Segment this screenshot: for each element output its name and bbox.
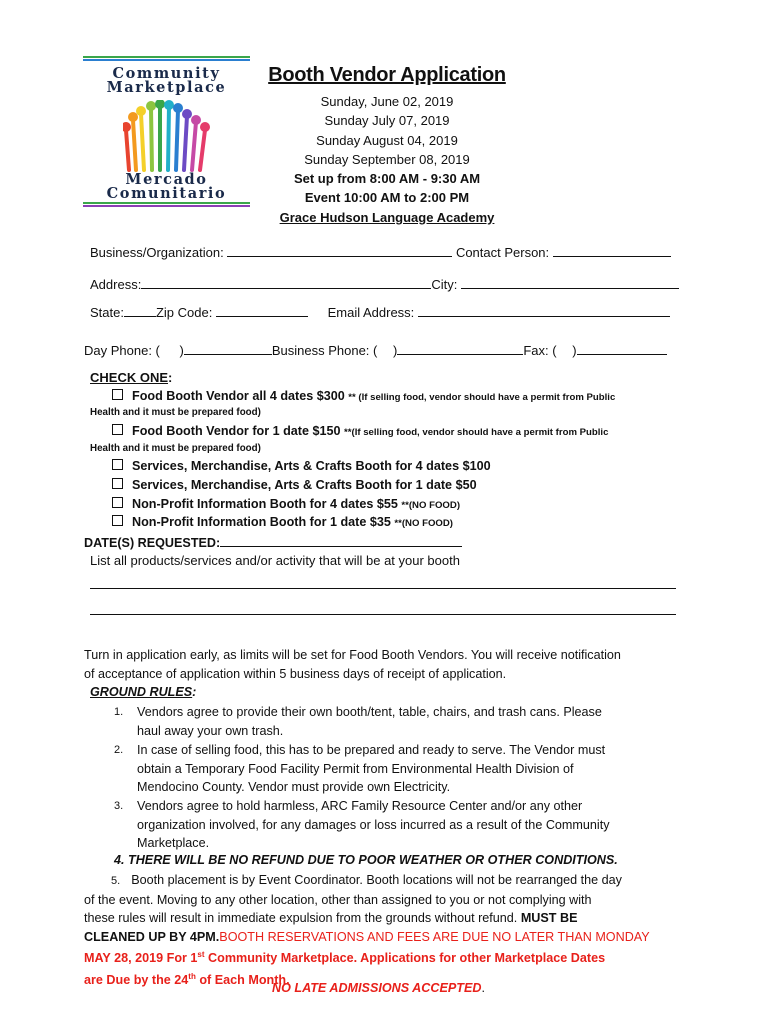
- date-4: Sunday September 08, 2019: [304, 151, 470, 167]
- products-line-1[interactable]: [90, 588, 676, 589]
- logo-bottom-bar-green: [83, 202, 250, 204]
- products-label: List all products/services and/or activity that will be at your booth: [90, 553, 460, 568]
- date-2: Sunday July 07, 2019: [324, 113, 450, 129]
- option-note: ** (If selling food, vendor should have a permit from Public: [348, 392, 616, 403]
- date-1: Sunday, June 02, 2019: [320, 94, 454, 109]
- zip-label: Zip Code:: [155, 305, 213, 320]
- rule-3: [114, 797, 707, 853]
- option-nonprofit-one-date[interactable]: [112, 515, 453, 529]
- venue: Grace Hudson Language Academy: [279, 209, 495, 225]
- final-notice: [272, 981, 485, 995]
- option-label: Non-Profit Information Booth for 4 dates $55: [132, 497, 398, 511]
- address-row: [90, 276, 679, 292]
- option-label: Food Booth Vendor for 1 date $150: [132, 424, 341, 438]
- superscript: st: [197, 950, 205, 960]
- logo-line-4: Comunitario: [106, 185, 227, 202]
- rule-text: these rules will result in immediate expulsion from the grounds without refund.: [84, 911, 518, 926]
- state-label: State:: [90, 305, 124, 320]
- superscript: th: [188, 972, 196, 982]
- fax-label: Fax: (: [523, 343, 557, 358]
- option-nonprofit-four-dates[interactable]: [112, 497, 460, 511]
- business-row: [90, 244, 671, 260]
- option-label: Non-Profit Information Booth for 1 date $35: [132, 515, 391, 529]
- email-field[interactable]: [418, 304, 670, 317]
- zip-field[interactable]: [216, 304, 308, 317]
- fax-field[interactable]: [577, 342, 667, 355]
- checkbox[interactable]: [112, 459, 123, 470]
- logo-bottom-bar-purple: [83, 205, 250, 207]
- address-label: Address:: [90, 277, 142, 292]
- rule-5-line-2: of the event. Moving to any other location, other than assigned to you or not complying with: [84, 892, 592, 907]
- option-food-one-date[interactable]: [112, 424, 608, 438]
- state-row: [90, 304, 670, 320]
- rule-line: Vendors agree to hold harmless, ARC Family Resource Center and/or any other: [137, 799, 583, 813]
- ground-rules-heading: [90, 685, 196, 699]
- dates-requested-row: [84, 534, 462, 550]
- state-field[interactable]: [124, 304, 156, 317]
- rule-line: obtain a Temporary Food Facility Permit from Environmental Health Division of: [137, 761, 574, 776]
- checkbox[interactable]: [112, 389, 123, 400]
- rule-number: 1.: [114, 706, 124, 718]
- dates-requested-label: DATE(S) REQUESTED:: [84, 536, 221, 550]
- logo-line-2: Marketplace: [106, 79, 227, 96]
- rule-5: [84, 871, 704, 990]
- contact-field[interactable]: [553, 244, 671, 257]
- option-services-four-dates[interactable]: [112, 459, 491, 473]
- rule-number: 3.: [114, 800, 124, 812]
- option-note: **(NO FOOD): [401, 500, 461, 511]
- day-phone-field[interactable]: [184, 342, 272, 355]
- rule-4: 4. THERE WILL BE NO REFUND DUE TO POOR WEATHER OR OTHER CONDITIONS.: [114, 853, 618, 867]
- raised-hands-icon: [123, 100, 213, 172]
- rule-line: haul away your own trash.: [137, 723, 284, 738]
- rule-red-text: MAY 28, 2019 For 1: [84, 951, 198, 966]
- dates-requested-field[interactable]: [220, 534, 462, 547]
- cleanup-deadline: CLEANED UP BY 4PM.: [84, 929, 220, 944]
- fax-paren: ): [572, 343, 577, 358]
- option-services-one-date[interactable]: [112, 478, 477, 492]
- rule-5-line-4: [84, 928, 704, 947]
- rule-red-text: Community Marketplace. Applications for other Marketplace Dates: [204, 951, 606, 966]
- rule-line: organization involved, for any damages or loss incurred as a result of the Community: [137, 817, 610, 832]
- logo-line-1: Community: [112, 65, 221, 82]
- rule-5-line-5: [84, 946, 704, 968]
- page-title: Booth Vendor Application: [268, 64, 506, 86]
- rule-red-text: are Due by the 24: [84, 973, 189, 988]
- rule-5-line-3: [84, 909, 704, 928]
- reservation-deadline: BOOTH RESERVATIONS AND FEES ARE DUE NO LATER THAN MONDAY: [219, 929, 650, 944]
- setup-time: Set up from 8:00 AM - 9:30 AM: [293, 171, 481, 187]
- intro-line-1: Turn in application early, as limits will be set for Food Booth Vendors. You will receive notification: [84, 648, 621, 662]
- ground-rules-colon: :: [192, 685, 197, 699]
- rule-1: [114, 703, 707, 740]
- option-note-continued: Health and it must be prepared food): [90, 443, 261, 454]
- address-field[interactable]: [141, 276, 431, 289]
- community-marketplace-logo: [83, 56, 250, 206]
- rule-5-line-1: [84, 871, 704, 891]
- option-label: Food Booth Vendor all 4 dates $300: [132, 389, 345, 403]
- rule-2: [114, 741, 707, 797]
- business-label: Business/Organization:: [90, 245, 224, 260]
- rule-number: 5.: [111, 875, 121, 887]
- event-time: Event 10:00 AM to 2:00 PM: [304, 190, 470, 206]
- checkbox[interactable]: [112, 424, 123, 435]
- rule-bold-text: MUST BE: [520, 911, 578, 926]
- check-one-label: CHECK ONE: [90, 370, 169, 385]
- logo-top-bar-blue: [83, 59, 250, 61]
- option-label: Services, Merchandise, Arts & Crafts Booth for 1 date $50: [132, 478, 477, 492]
- rule-line: Marketplace.: [137, 836, 210, 850]
- rule-red-text: of Each Month.: [195, 973, 290, 988]
- final-dot: .: [481, 981, 485, 995]
- business-phone-label: Business Phone: (: [271, 343, 378, 358]
- rule-line: Vendors agree to provide their own booth/tent, table, chairs, and trash cans. Please: [137, 705, 602, 719]
- city-field[interactable]: [461, 276, 679, 289]
- intro-paragraph: [84, 646, 694, 684]
- checkbox[interactable]: [112, 497, 123, 508]
- ground-rules-label: GROUND RULES: [90, 685, 193, 699]
- checkbox[interactable]: [112, 478, 123, 489]
- rule-text: Booth placement is by Event Coordinator. Booth locations will not be rearranged the day: [131, 873, 622, 887]
- day-phone-label: Day Phone: (: [84, 343, 160, 358]
- products-line-2[interactable]: [90, 614, 676, 615]
- option-food-all-dates[interactable]: [112, 389, 615, 403]
- check-one-colon: :: [168, 370, 173, 385]
- city-label: City:: [431, 277, 458, 292]
- option-note: **(NO FOOD): [394, 518, 454, 529]
- intro-line-2: of acceptance of application within 5 business days of receipt of application.: [84, 667, 507, 681]
- rule-number: 2.: [114, 744, 124, 756]
- day-phone-paren: ): [179, 343, 184, 358]
- option-note-continued: Health and it must be prepared food): [90, 407, 261, 418]
- email-label: Email Address:: [327, 305, 415, 320]
- checkbox[interactable]: [112, 515, 123, 526]
- rule-line: In case of selling food, this has to be prepared and ready to serve. The Vendor must: [137, 743, 606, 757]
- business-phone-field[interactable]: [397, 342, 523, 355]
- event-dates: [262, 92, 512, 227]
- no-late-admissions: NO LATE ADMISSIONS ACCEPTED: [272, 981, 482, 995]
- option-note: **(If selling food, vendor should have a permit from Public: [344, 427, 609, 438]
- date-3: Sunday August 04, 2019: [316, 132, 458, 148]
- check-one-heading: [90, 370, 172, 385]
- contact-label: Contact Person:: [455, 245, 550, 260]
- option-label: Services, Merchandise, Arts & Crafts Booth for 4 dates $100: [132, 459, 491, 473]
- phone-row: [84, 342, 667, 358]
- business-phone-paren: ): [392, 343, 398, 358]
- rule-line: Mendocino County. Vendor must provide own Electricity.: [137, 780, 451, 794]
- logo-top-bar-green: [83, 56, 250, 58]
- business-field[interactable]: [227, 244, 452, 257]
- logo-line-3: Mercado: [125, 171, 208, 188]
